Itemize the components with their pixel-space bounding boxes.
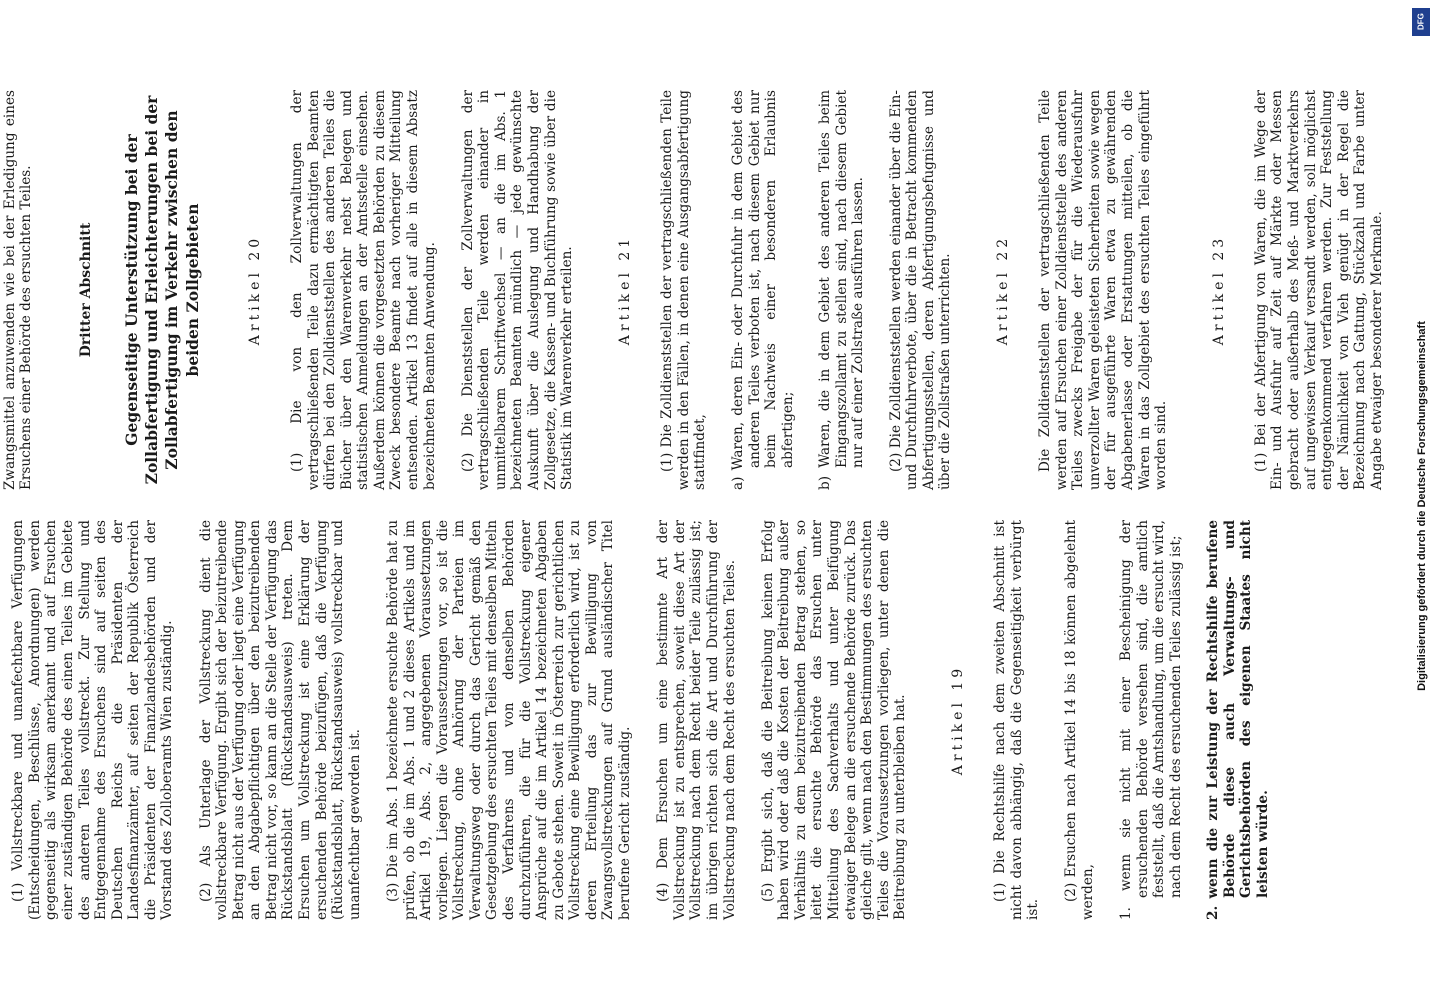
article-21-item-a: a) Waren, deren Ein- oder Durchfuhr in dem Gebiet des anderen Teiles verboten ist, nach diesem Gebiet nur beim Nachweis einer besonderen Erlaubnis abfertigen;: [730, 90, 797, 490]
article-23-paragraph-1: (1) Bei der Abfertigung von Waren, die im Wege der Ein- und Ausfuhr auf Zeit auf Märkte oder Messen gebracht oder außerhalb des Meß- und Marktverkehrs auf ungewissen Verkauf versandt werden, soll möglichst entgegenkommend verfahren werden. Zur Feststellung der Nämlichkeit von Vieh genügt in der Regel die Bezeichnung nach Gattung, Stückzahl und Farbe unter Angabe etwaiger besonderer Merkmale.: [1252, 90, 1385, 490]
article-18-paragraph-2: (2) Als Unterlage der Vollstreckung dient die vollstreckbare Verfügung. Ergibt sich der beizutreibende Betrag nicht aus der Verfügung oder liegt eine Verfügung an den Abgabepflichtigen über den beizutreibenden Betrag nicht vor, so kann an die Stelle der Verfügung das Rückstandsblatt (Rückstandsausweis) treten. Dem Ersuchen um Vollstreckung ist eine Erklärung der ersuchenden Behörde beizufügen, daß die Verfügung (Rückstandsblatt, Rückstandsausweis) vollstreckbar und unanfechtbar geworden ist.: [197, 520, 363, 920]
sidebar-attribution: [1410, 0, 1434, 1000]
section-title: Gegenseitige Unterstützung bei der Zollabfertigung und Erleichterungen bei der Zollabfertigung im Verkehr zwischen den beiden Zollgebieten: [122, 95, 202, 485]
article-19-item-2: 2. wenn die zur Leistung der Rechtshilfe berufene Behörde diese auch Verwaltungs- und Gerichtsbehörden des eigenen Staates nicht leisten würde.: [1205, 520, 1271, 920]
article-23-heading: Artikel 23: [1211, 234, 1228, 346]
right-column: [0, 90, 1407, 490]
article-21-paragraph-2: (2) Die Zolldienststellen werden einander über die Ein- und Durchfuhrverbote, über die in Betracht kommenden Abfertigungsstellen, deren Abfertigungsbefugnisse und über die Zollstraßen unterrichten.: [887, 90, 954, 490]
article-19-paragraph-3: Zwangsmittel anzuwenden wie bei der Erledigung eines Ersuchens einer Behörde des ersuchten Teiles.: [1, 90, 35, 490]
dfg-logo: DFG: [1412, 8, 1430, 36]
article-18-paragraph-4: (4) Dem Ersuchen um eine bestimmte Art der Vollstreckung ist zu entsprechen, soweit diese Art der Vollstreckung nach dem Recht beider Teile zulässig ist; im übrigen richten sich die Art und Durchführung der Vollstreckung nach dem Recht des ersuchten Teiles.: [655, 520, 738, 920]
article-21-item-b: b) Waren, die in dem Gebiet des anderen Teiles beim Eingangszollamt zu stellen sind, nach diesem Gebiet nur auf einer Zollstraße ausführen lassen.: [817, 90, 867, 490]
left-column: [0, 520, 1292, 920]
article-19-paragraph-2: (2) Ersuchen nach Artikel 14 bis 18 können abgelehnt werden,: [1063, 520, 1096, 920]
article-20-paragraph-1: (1) Die von den Zollverwaltungen der vertragschließenden Teile dazu ermächtigten Beamten dürfen bei den Zolldienststellen des anderen Teiles die Bücher über den Warenverkehr nebst Belegen und statistischen Anmeldungen an der Amtsstelle einsehen. Außerdem können die vorgesetzten Behörden zu diesem Zweck besondere Beamte nach vorheriger Mitteilung entsenden. Artikel 13 findet auf alle in diesem Absatz bezeichneten Beamten Anwendung.: [288, 90, 438, 490]
article-19-paragraph-1: (1) Die Rechtshilfe nach dem zweiten Abschnitt ist nicht davon abhängig, daß die Gegenseitigkeit verbürgt ist.: [992, 520, 1042, 920]
article-18-paragraph-5: (5) Ergibt sich, daß die Beitreibung keinen Erfolg haben wird oder daß die Kosten der Beitreibung außer Verhältnis zu dem beizutreibenden Betrag stehen, so leitet die ersuchte Behörde das Ersuchen unter Mitteilung des Sachverhalts und unter Beifügung etwaiger Belege an die ersuchende Behörde zurück. Das gleiche gilt, wenn nach den Bestimmungen des ersuchten Teiles die Voraussetzungen vorliegen, unter denen die Beitreibung zu unterbleiben hat.: [759, 520, 909, 920]
article-18-paragraph-1: (1) Vollstreckbare und unanfechtbare Verfügungen (Entscheidungen, Beschlüsse, Anordnungen) werden gegenseitig als wirksam anerkannt und auf Ersuchen einer zuständigen Behörde des einen Teiles im Gebiete des anderen Teiles vollstreckt. Zur Stellung und Entgegennahme des Ersuchens sind auf seiten des Deutschen Reichs die Präsidenten der Landesfinanzämter, auf seiten der Republik Österreich die Präsidenten der Finanzlandesbehörden und der Vorstand des Zolloberamts Wien zuständig.: [10, 520, 176, 920]
article-20-heading: Artikel 20: [247, 234, 264, 346]
article-19-item-1: 1. wenn sie nicht mit einer Bescheinigung der ersuchenden Behörde versehen sind, die amtlich feststellt, daß die Amtshandlung, um die ersucht wird, nach dem Recht des ersuchenden Teiles zulässig ist;: [1118, 520, 1184, 920]
article-20-paragraph-2: (2) Die Dienststellen der Zollverwaltungen der vertragschließenden Teile werden einander in unmittelbarem Schriftwechsel — an die im Abs. 1 bezeichneten Beamten mündlich — jede gewünschte Auskunft über die Auslegung und Handhabung der Zollgesetze, die Kassen- und Buchführung sowie über die Statistik im Warenverkehr erteilen.: [459, 90, 576, 490]
article-19-heading: Artikel 19: [950, 664, 967, 776]
article-22-paragraph-1: Die Zolldienststellen der vertragschließenden Teile werden auf Ersuchen einer Zolldienststelle des anderen Teiles zwecks Freigabe der für die Wiederausfuhr unverzollter Waren geleisteten Sicherheiten sowie wegen der für ausgeführte Waren etwa zu gewährenden Abgabenerlasse oder Erstattungen mitteilen, ob die Waren in das Zollgebiet des ersuchten Teiles eingeführt worden sind.: [1037, 90, 1170, 490]
digitization-credit: Digitalisierung gefördert durch die Deutsche Forschungsgemeinschaft: [1416, 321, 1428, 691]
article-22-heading: Artikel 22: [995, 234, 1012, 346]
article-21-heading: Artikel 21: [617, 234, 634, 346]
section-label: Dritter Abschnitt: [78, 222, 95, 358]
article-18-paragraph-3: (3) Die im Abs. 1 bezeichnete ersuchte Behörde hat zu prüfen, ob die im Abs. 1 und 2 dieses Artikels und im Artikel 19, Abs. 2, angegebenen Voraussetzungen vorliegen. Liegen die Voraussetzungen vor, so ist die Vollstreckung, ohne Anhörung der Parteien im Verwaltungsweg oder durch das Gericht gemäß den Gesetzgebung des ersuchten Teiles mit denselben Mitteln des Verfahrens und von denselben Behörden durchzuführen, die für die Vollstreckung eigener Ansprüche auf die im Artikel 14 bezeichneten Abgaben zu Gebote stehen. Soweit in Österreich zur gerichtlichen Vollstreckung eine Bewilligung erforderlich wird, ist zu deren Erteilung das zur Bewilligung von Zwangsvollstreckungen auf Grund ausländischer Titel berufene Gericht zuständig.: [384, 520, 634, 920]
article-21-paragraph-1: (1) Die Zolldienststellen der vertragschließenden Teile werden in den Fällen, in denen eine Ausgangsabfertigung stattfindet,: [658, 90, 709, 490]
rotated-document-page: [0, 70, 1385, 930]
